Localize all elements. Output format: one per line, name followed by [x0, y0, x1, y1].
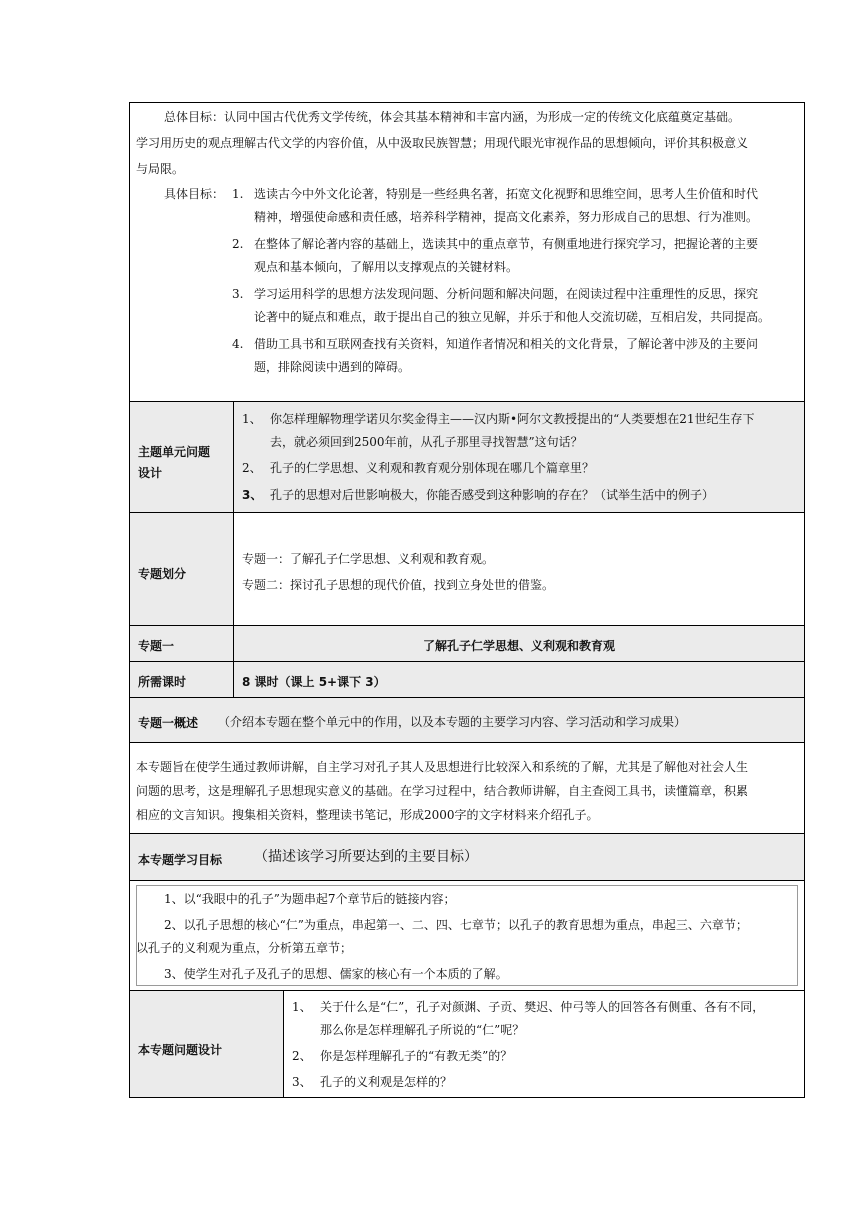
- goal-item-text: 题，排除阅读中遇到的障碍。: [254, 360, 411, 374]
- question-number: 3、: [242, 488, 263, 502]
- topic-item: 专题二：探讨孔子思想的现代价值，找到立身处世的借鉴。: [242, 578, 555, 592]
- objective-line: 1、以“我眼中的孔子”为题串起7个章节后的链接内容；: [164, 892, 456, 906]
- objectives-body-row: [130, 881, 804, 991]
- hours-label: 所需课时: [138, 675, 187, 689]
- question-text: 孔子的义利观是怎样的？: [320, 1075, 453, 1089]
- goal-item-text: 精神，增强使命感和责任感，培养科学精神，提高文化素养，努力形成自己的思想、行为准则。: [254, 210, 759, 224]
- overview-text: 问题的思考，这是理解孔子思想现实意义的基础。在学习过程中，结合教师讲解，自主查阅工具书，读懂篇章，积累: [136, 784, 749, 798]
- question-number: 3、: [292, 1075, 312, 1089]
- goal-item-text: 学习运用科学的思想方法发现问题、分析问题和解决问题，在阅读过程中注重理性的反思，探究: [254, 287, 759, 301]
- objective-line: 以孔子的义利观为重点，分析第五章节；: [136, 941, 353, 955]
- overall-goal-line: 与局限。: [136, 162, 185, 176]
- objectives-label: 本专题学习目标: [138, 853, 223, 867]
- topic-item: 专题一：了解孔子仁学思想、义利观和教育观。: [242, 552, 495, 566]
- question-number: 1、: [242, 412, 262, 426]
- topics-row: [130, 513, 804, 626]
- overview-text: 本专题旨在使学生通过教师讲解，自主学习对孔子其人及思想进行比较深入和系统的了解，尤其是了解他对社会人生: [136, 760, 749, 774]
- question-number: 2、: [292, 1049, 312, 1063]
- topic-one-label: 专题一: [138, 639, 175, 653]
- overview-note: （介绍本专题在整个单元中的作用，以及本专题的主要学习内容、学习活动和学习成果）: [218, 715, 687, 729]
- question-text: 孔子的仁学思想、义利观和教育观分别体现在哪几个篇章里？: [270, 461, 595, 475]
- goal-number: 2.: [232, 237, 244, 251]
- topic-questions-row: [130, 991, 804, 1097]
- objective-line: 3、使学生对孔子及孔子的思想、儒家的核心有一个本质的了解。: [164, 967, 508, 981]
- overall-goal-line: 学习用历史的观点理解古代文学的内容价值，从中汲取民族智慧；用现代眼光审视作品的思想倾向，评价其积极意义: [136, 136, 749, 150]
- objectives-header-row: [130, 834, 804, 881]
- overall-goal-line: 总体目标：认同中国古代优秀文学传统，体会其基本精神和丰富内涵，为形成一定的传统文化底蕴奠定基础。: [164, 110, 741, 124]
- unit-questions-row: [130, 402, 804, 513]
- question-text: 孔子的思想对后世影响极大，你能否感受到这种影响的存在？（试举生活中的例子）: [270, 488, 715, 502]
- hours-row: [130, 662, 804, 698]
- specific-goal-label: 具体目标：: [164, 187, 225, 201]
- goal-item-text: 观点和基本倾向，了解用以支撑观点的关键材料。: [254, 260, 519, 274]
- question-text: 你怎样理解物理学诺贝尔奖金得主——汉内斯•阿尔文教授提出的“人类要想在21世纪生存下: [270, 412, 755, 426]
- topic-one-row: [130, 626, 804, 662]
- question-number: 2、: [242, 461, 262, 475]
- topic-questions-label: 本专题问题设计: [138, 1043, 223, 1057]
- goal-number: 3.: [232, 287, 244, 301]
- topics-label: 专题划分: [138, 567, 187, 581]
- question-text: 去，就必须回到2500年前，从孔子那里寻找智慧”这句话？: [270, 435, 583, 449]
- goal-number: 4.: [232, 337, 244, 351]
- lesson-plan-table: [129, 102, 805, 1098]
- goal-number: 1.: [232, 187, 244, 201]
- overview-header-row: [130, 698, 804, 743]
- goal-item-text: 借助工具书和互联网查找有关资料，知道作者情况和相关的文化背景，了解论著中涉及的主要问: [254, 337, 759, 351]
- goals-row: [130, 103, 804, 402]
- overview-body-row: [130, 743, 804, 834]
- overview-label: 专题一概述: [138, 716, 199, 730]
- question-number: 1、: [292, 1000, 312, 1014]
- topic-one-title: 了解孔子仁学思想、义利观和教育观: [422, 639, 615, 653]
- unit-questions-label: 主题单元问题: [138, 445, 211, 459]
- goal-item-text: 论著中的疑点和难点，敢于提出自己的独立见解，并乐于和他人交流切磋，互相启发，共同提高。: [254, 310, 771, 324]
- overview-text: 相应的文言知识。搜集相关资料，整理读书笔记，形成2000字的文字材料来介绍孔子。: [136, 808, 599, 822]
- objective-line: 2、以孔子思想的核心“仁”为重点，串起第一、二、四、七章节；以孔子的教育思想为重点，串起三、六章节；: [164, 918, 748, 932]
- goal-item-text: 选读古今中外文化论著，特别是一些经典名著，拓宽文化视野和思维空间，思考人生价值和时代: [254, 187, 759, 201]
- question-text: 那么你是怎样理解孔子所说的“仁”呢？: [320, 1023, 525, 1037]
- unit-questions-label: 设计: [138, 466, 163, 480]
- goal-item-text: 在整体了解论著内容的基础上，选读其中的重点章节，有侧重地进行探究学习，把握论著的主要: [254, 237, 759, 251]
- objectives-note: （描述该学习所要达到的主要目标）: [254, 849, 478, 865]
- question-text: 你是怎样理解孔子的“有教无类”的？: [320, 1049, 513, 1063]
- question-text: 关于什么是“仁”，孔子对颜渊、子贡、樊迟、仲弓等人的回答各有侧重、各有不同，: [320, 1000, 765, 1014]
- hours-value: 8 课时（课上 5+课下 3）: [242, 675, 386, 689]
